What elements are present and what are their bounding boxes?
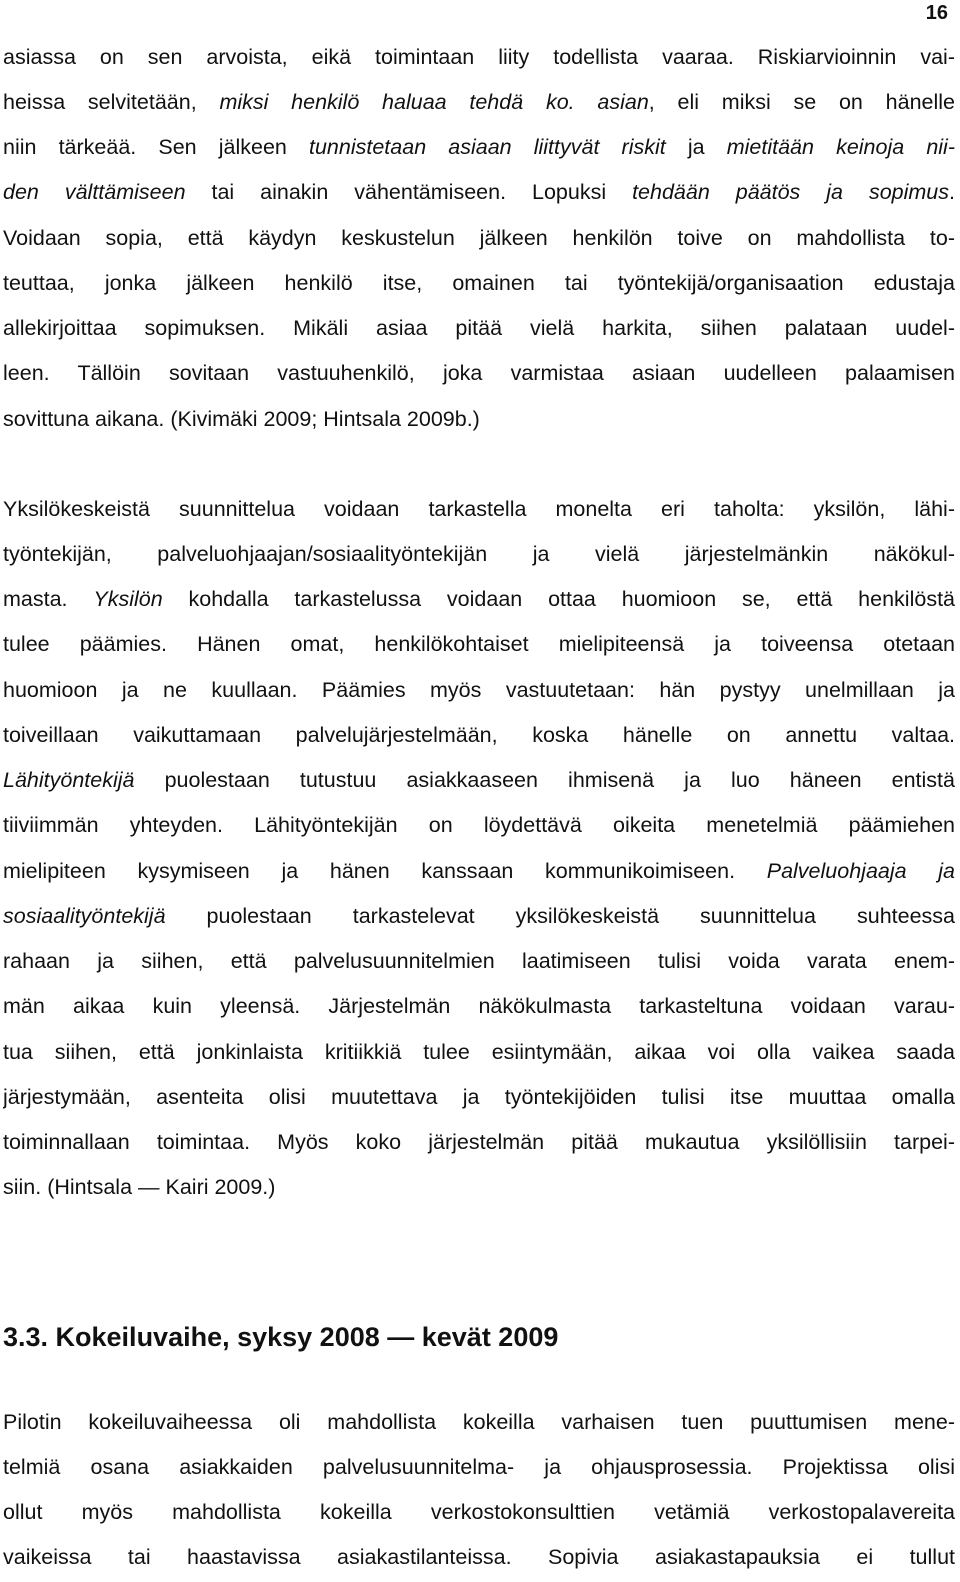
text-line: työntekijän, palveluohjaajan/sosiaalityöntekijän ja vielä järjestelmänkin näkökul-	[3, 542, 955, 566]
text-line: järjestymään, asenteita olisi muutettava ja työntekijöiden tulisi itse muuttaa omalla	[3, 1085, 955, 1109]
text-line: vaikeissa tai haastavissa asiakastilanteissa. Sopivia asiakastapauksia ei tullut	[3, 1545, 955, 1569]
text-line: tiiviimmän yhteyden. Lähityöntekijän on löydettävä oikeita menetelmiä päämiehen	[3, 813, 955, 837]
text-line: leen. Tällöin sovitaan vastuuhenkilö, joka varmistaa asiaan uudelleen palaamisen	[3, 361, 955, 385]
text-line: telmiä osana asiakkaiden palvelusuunnitelma- ja ohjausprosessia. Projektissa olisi	[3, 1455, 955, 1479]
text-line: Lähityöntekijä puolestaan tutustuu asiakkaaseen ihmisenä ja luo häneen entistä	[3, 768, 955, 792]
text-line: Yksilökeskeistä suunnittelua voidaan tarkastella monelta eri taholta: yksilön, lähi-	[3, 497, 955, 521]
text-line: masta. Yksilön kohdalla tarkastelussa voidaan ottaa huomioon se, että henkilöstä	[3, 587, 955, 611]
section-heading: 3.3. Kokeiluvaihe, syksy 2008 — kevät 2009	[3, 1322, 559, 1352]
text-line: ollut myös mahdollista kokeilla verkostokonsulttien vetämiä verkostopalavereita	[3, 1500, 955, 1524]
page-number: 16	[925, 2, 948, 24]
text-line: Pilotin kokeiluvaiheessa oli mahdollista kokeilla varhaisen tuen puuttumisen mene-	[3, 1410, 955, 1434]
text-line: sovittuna aikana. (Kivimäki 2009; Hintsala 2009b.)	[3, 407, 480, 431]
text-line: den välttämiseen tai ainakin vähentämiseen. Lopuksi tehdään päätös ja sopimus.	[3, 180, 955, 204]
text-line: toiveillaan vaikuttamaan palvelujärjestelmään, koska hänelle on annettu valtaa.	[3, 723, 955, 747]
text-line: siin. (Hintsala — Kairi 2009.)	[3, 1175, 276, 1199]
text-line: tua siihen, että jonkinlaista kritiikkiä tulee esiintymään, aikaa voi olla vaikea saada	[3, 1040, 955, 1064]
text-line: niin tärkeää. Sen jälkeen tunnistetaan asiaan liittyvät riskit ja mietitään keinoja nii-	[3, 135, 955, 159]
text-line: huomioon ja ne kuullaan. Päämies myös vastuutetaan: hän pystyy unelmillaan ja	[3, 678, 955, 702]
text-line: tulee päämies. Hänen omat, henkilökohtaiset mielipiteensä ja toiveensa otetaan	[3, 632, 955, 656]
text-line: toiminnallaan toimintaa. Myös koko järjestelmän pitää mukautua yksilöllisiin tarpei-	[3, 1130, 955, 1154]
text-line: allekirjoittaa sopimuksen. Mikäli asiaa pitää vielä harkita, siihen palataan uudel-	[3, 316, 955, 340]
text-line: mielipiteen kysymiseen ja hänen kanssaan kommunikoimiseen. Palveluohjaaja ja	[3, 859, 955, 883]
text-line: heissa selvitetään, miksi henkilö haluaa tehdä ko. asian, eli miksi se on hänelle	[3, 90, 955, 114]
text-line: sosiaalityöntekijä puolestaan tarkastelevat yksilökeskeistä suunnittelua suhteessa	[3, 904, 955, 928]
text-line: rahaan ja siihen, että palvelusuunnitelmien laatimiseen tulisi voida varata enem-	[3, 949, 955, 973]
text-line: Voidaan sopia, että käydyn keskustelun jälkeen henkilön toive on mahdollista to-	[3, 226, 955, 250]
text-line: män aikaa kuin yleensä. Järjestelmän näkökulmasta tarkasteltuna voidaan varau-	[3, 994, 955, 1018]
text-line: teuttaa, jonka jälkeen henkilö itse, omainen tai työntekijä/organisaation edustaja	[3, 271, 955, 295]
text-line: asiassa on sen arvoista, eikä toimintaan liity todellista vaaraa. Riskiarvioinnin vai-	[3, 45, 955, 69]
